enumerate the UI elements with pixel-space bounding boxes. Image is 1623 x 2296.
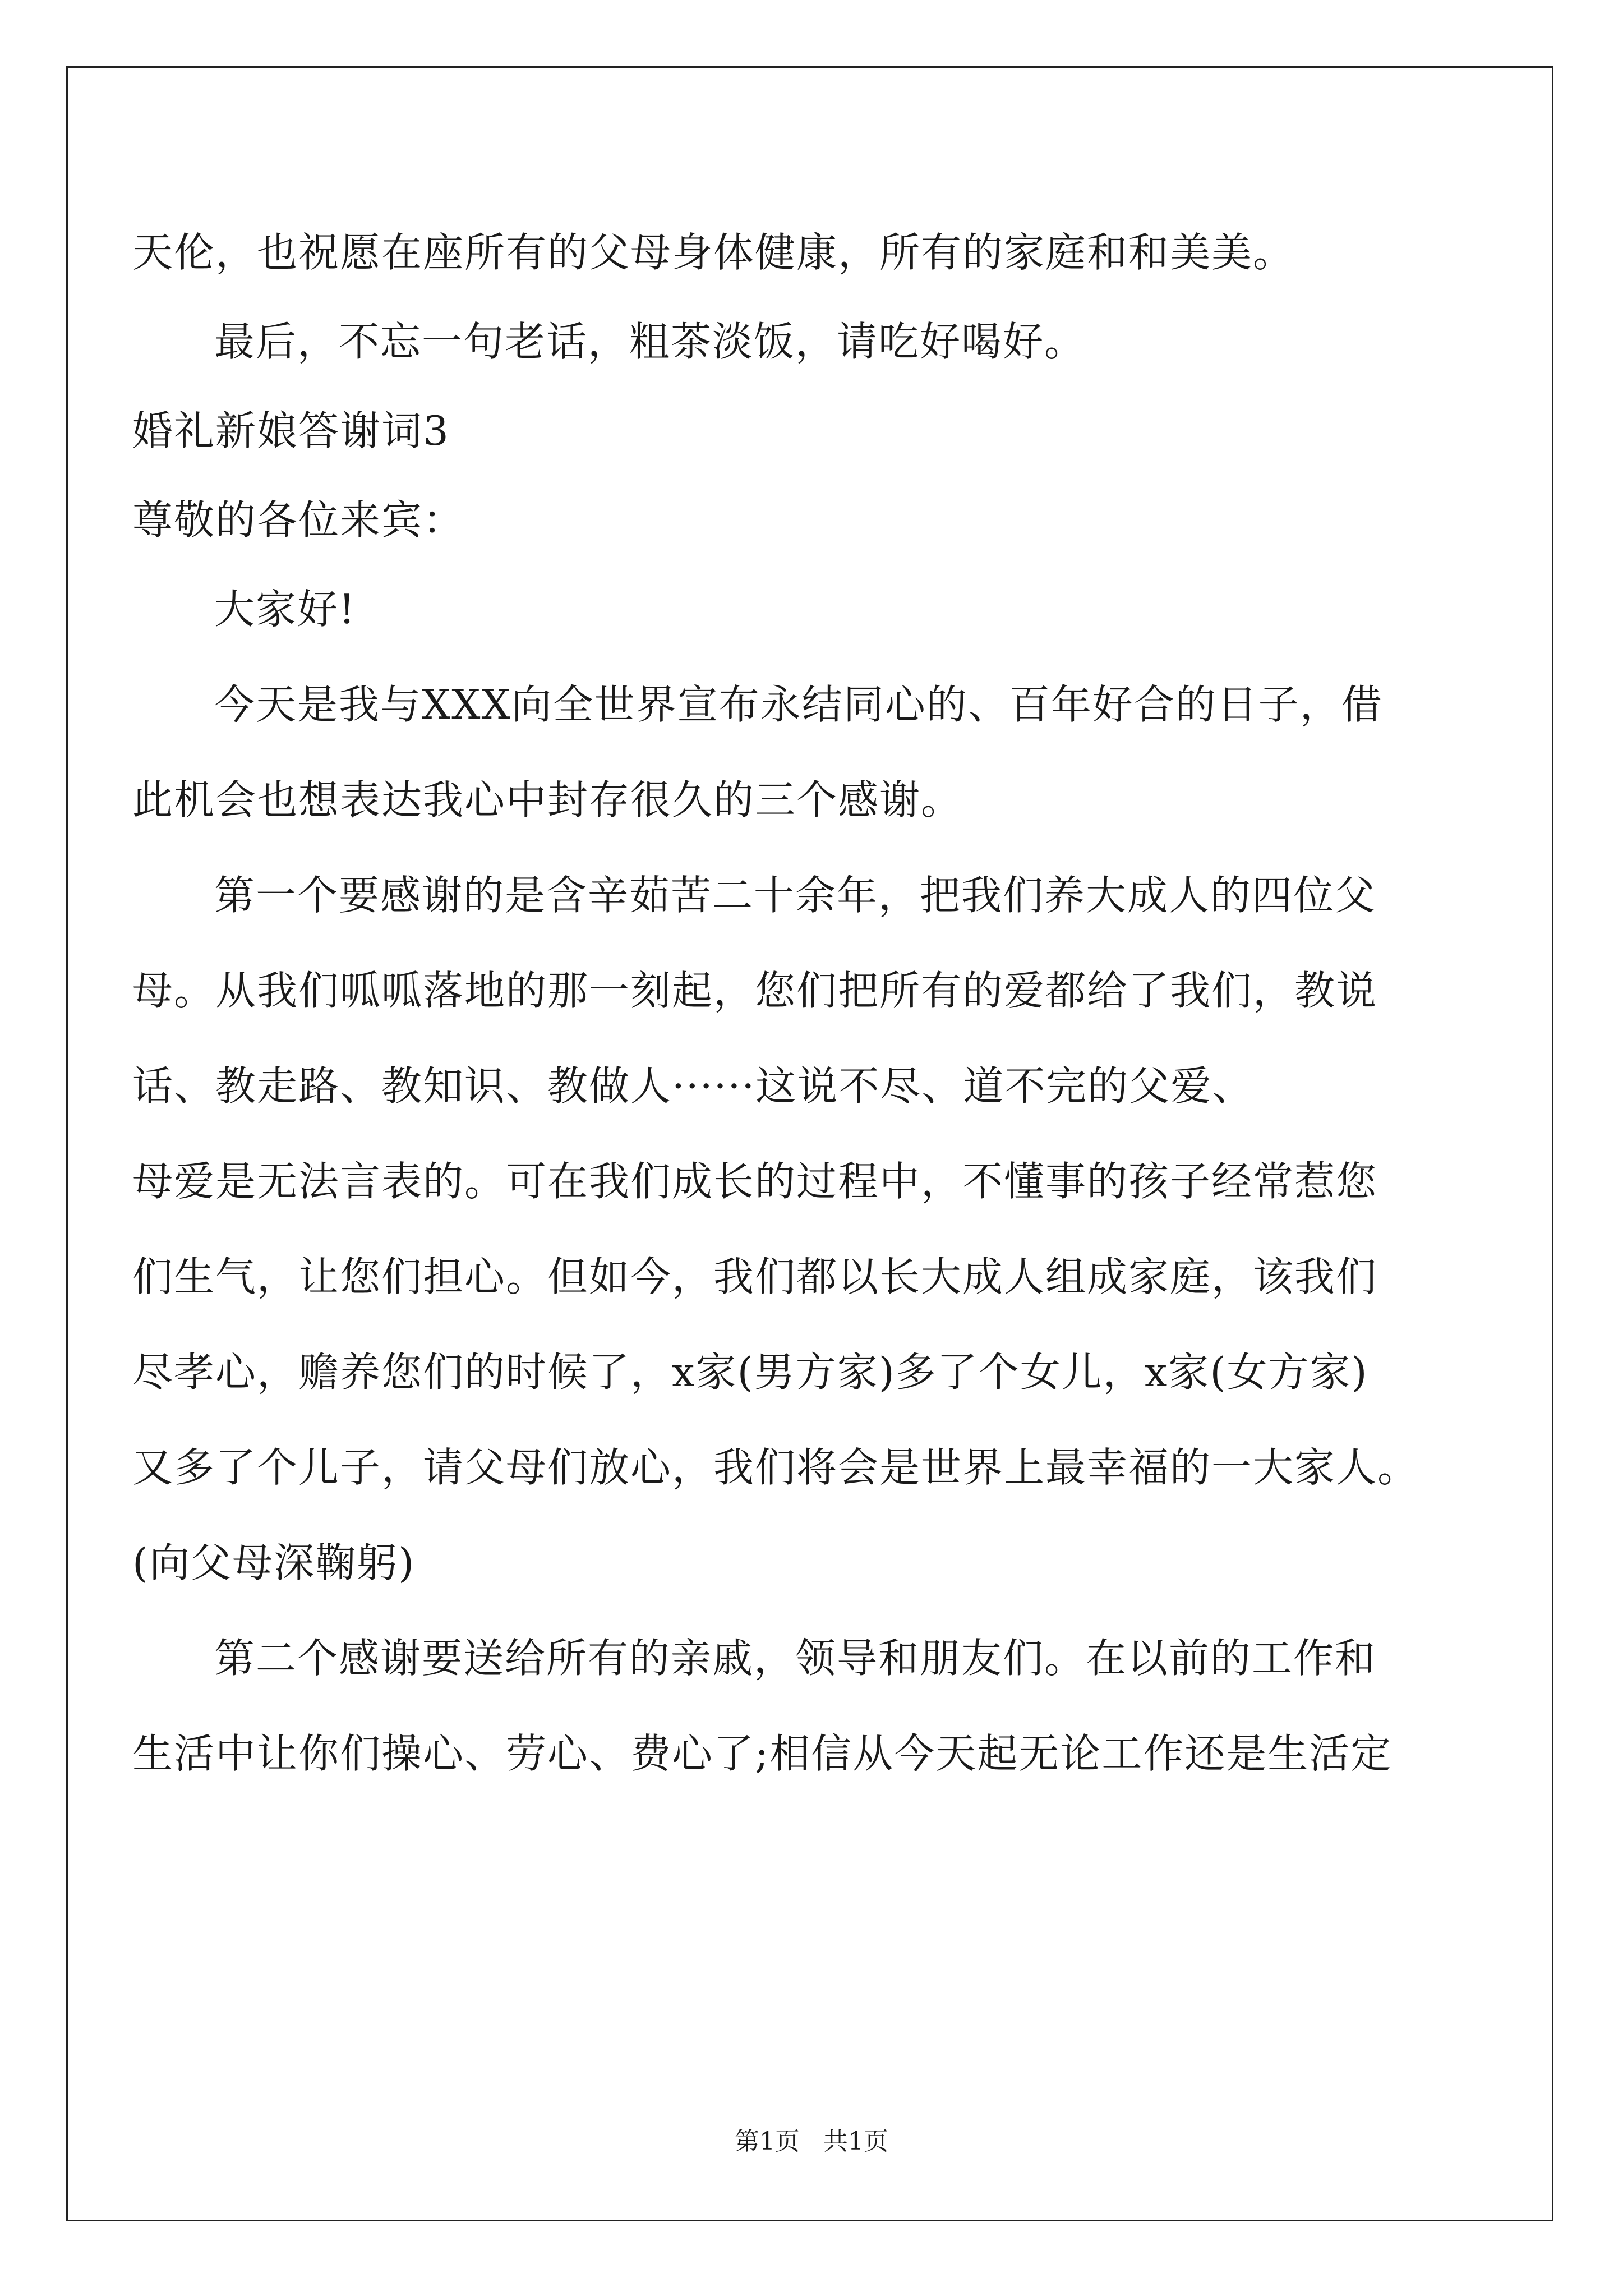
paragraph-line: 母爱是无法言表的。可在我们成长的过程中，不懂事的孩子经常惹您 [132, 1158, 1378, 1205]
paragraph-line: 尽孝心，赡养您们的时候了，x家(男方家)多了个女儿，x家(女方家) [132, 1349, 1368, 1396]
page-number: 第1页 共1页 [735, 2127, 888, 2156]
paragraph-line: 最后，不忘一句老话，粗茶淡饭，请吃好喝好。 [214, 318, 1086, 365]
page-border [66, 66, 1553, 2221]
paragraph-line: 生活中让你们操心、劳心、费心了;相信从今天起无论工作还是生活定 [132, 1730, 1393, 1777]
paragraph-line: 们生气，让您们担心。但如今，我们都以长大成人组成家庭，该我们 [132, 1253, 1378, 1300]
paragraph-line: 母。从我们呱呱落地的那一刻起，您们把所有的爱都给了我们，教说 [132, 967, 1378, 1014]
paragraph-line: (向父母深鞠躬) [132, 1539, 416, 1586]
section-title: 婚礼新娘答谢词3 [132, 407, 450, 454]
paragraph-line: 天伦，也祝愿在座所有的父母身体健康，所有的家庭和和美美。 [132, 229, 1295, 276]
paragraph-line: 第二个感谢要送给所有的亲戚，领导和朋友们。在以前的工作和 [214, 1635, 1377, 1682]
greeting: 大家好! [214, 586, 356, 633]
paragraph-line: 话、教走路、教知识、教做人······这说不尽、道不完的父爱、 [132, 1062, 1254, 1110]
salutation: 尊敬的各位来宾： [132, 496, 465, 544]
paragraph-line: 又多了个儿子，请父母们放心，我们将会是世界上最幸福的一大家人。 [132, 1444, 1419, 1491]
paragraph-line: 今天是我与XXX向全世界宣布永结同心的、百年好合的日子，借 [214, 681, 1383, 728]
paragraph-line: 此机会也想表达我心中封存很久的三个感谢。 [132, 776, 963, 823]
paragraph-line: 第一个要感谢的是含辛茹苦二十余年，把我们养大成人的四位父 [214, 872, 1377, 919]
